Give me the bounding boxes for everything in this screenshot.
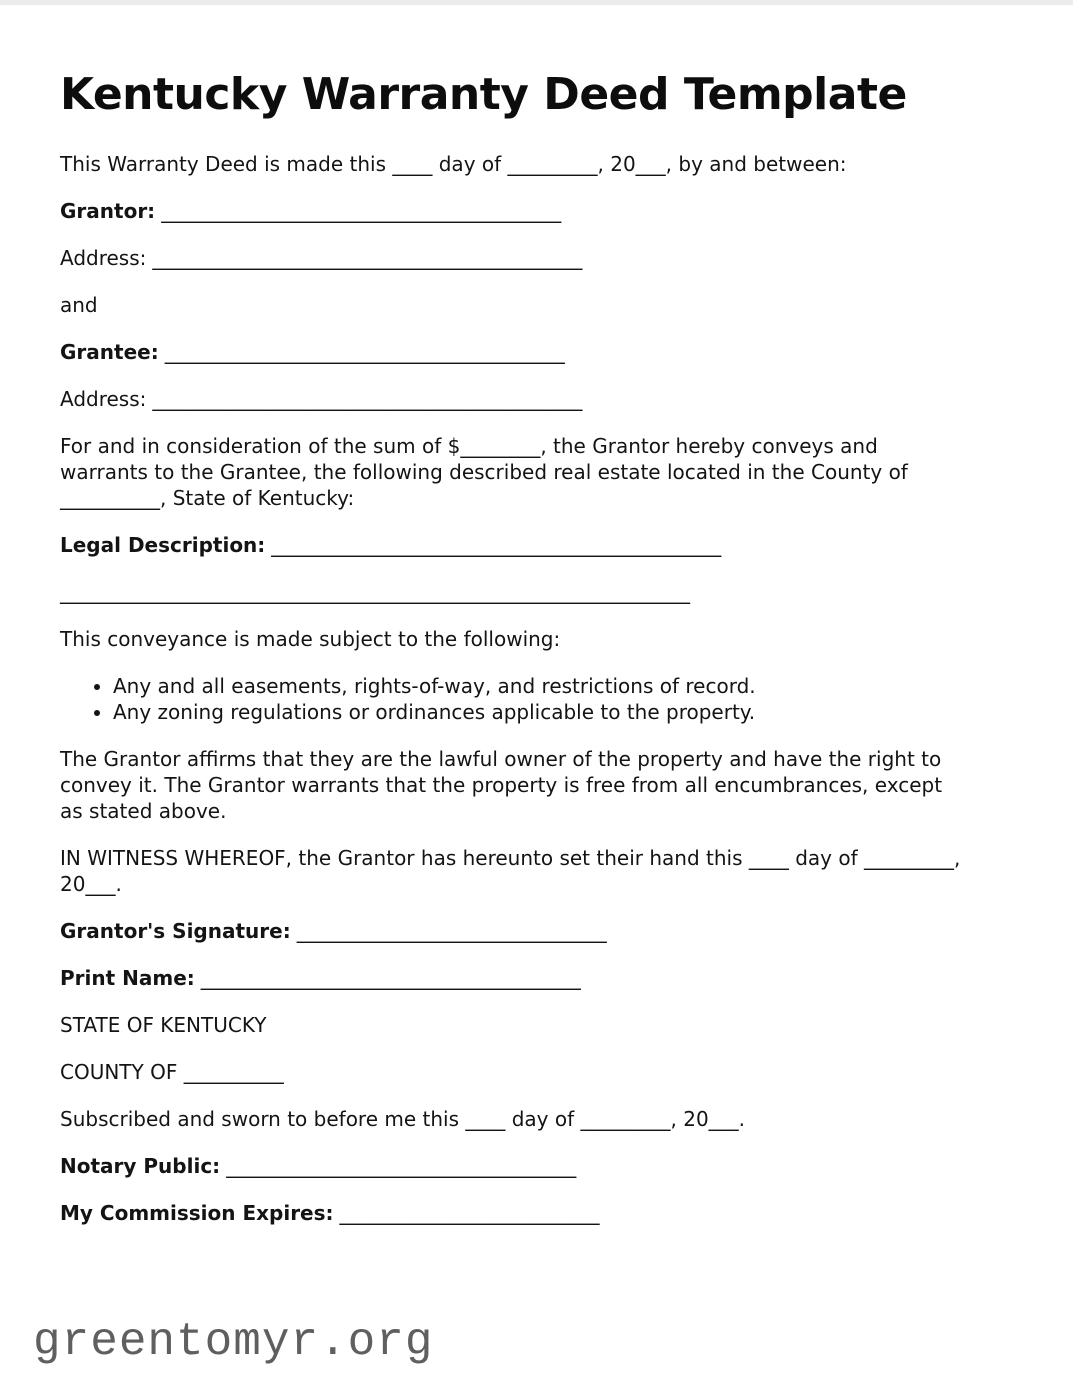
witness-paragraph bbox=[60, 845, 1013, 897]
grantor-address-label: Address: bbox=[60, 246, 147, 270]
conveyance-bullet-item: • Any and all easements, rights-of-way, and restrictions of record. bbox=[113, 673, 1013, 699]
notary-public-label: Notary Public: bbox=[60, 1154, 221, 1178]
grantor-signature-row bbox=[60, 918, 1013, 944]
grantee-address-row bbox=[60, 386, 1013, 412]
legal-description-row bbox=[60, 532, 1013, 558]
grantee-label: Grantee: bbox=[60, 340, 159, 364]
grantor-blank-line: ________________________________________ bbox=[161, 199, 562, 223]
print-name-row bbox=[60, 965, 1013, 991]
grantor-row bbox=[60, 198, 1013, 224]
commission-expires-label: My Commission Expires: bbox=[60, 1201, 334, 1225]
affirmation-paragraph bbox=[60, 746, 1013, 824]
grantor-signature-blank-line: _______________________________ bbox=[296, 919, 607, 943]
affirmation-line: convey it. The Grantor warrants that the property is free from all encumbrances, except bbox=[60, 773, 943, 797]
intro-paragraph: This Warranty Deed is made this ____ day of _________, 20___, by and between: bbox=[60, 152, 847, 176]
consideration-line: warrants to the Grantee, the following described real estate located in the County of bbox=[60, 460, 908, 484]
page-title: Kentucky Warranty Deed Template bbox=[60, 69, 907, 120]
subscribed-sworn-line: Subscribed and sworn to before me this ____ day of _________, 20___. bbox=[60, 1107, 746, 1131]
witness-line: 20___. bbox=[60, 872, 122, 896]
notary-public-row bbox=[60, 1153, 1013, 1179]
legal-description-blank-line: _____________________________________________ bbox=[271, 533, 722, 557]
grantor-signature-label: Grantor's Signature: bbox=[60, 919, 291, 943]
consideration-line: For and in consideration of the sum of $________, the Grantor hereby conveys and bbox=[60, 434, 878, 458]
legal-description-label: Legal Description: bbox=[60, 533, 266, 557]
affirmation-line: as stated above. bbox=[60, 799, 227, 823]
grantor-address-blank-line: ___________________________________________ bbox=[152, 246, 583, 270]
conveyance-intro: This conveyance is made subject to the following: bbox=[60, 627, 561, 651]
conveyance-bullet-item: • Any zoning regulations or ordinances applicable to the property. bbox=[113, 699, 1013, 725]
grantor-label: Grantor: bbox=[60, 199, 156, 223]
consideration-line: __________, State of Kentucky: bbox=[60, 486, 355, 510]
notary-public-blank-line: ___________________________________ bbox=[226, 1154, 577, 1178]
print-name-label: Print Name: bbox=[60, 966, 195, 990]
commission-expires-blank-line: __________________________ bbox=[339, 1201, 600, 1225]
page-top-edge bbox=[0, 0, 1073, 5]
county-of-line: COUNTY OF __________ bbox=[60, 1060, 284, 1084]
grantee-address-blank-line: ___________________________________________ bbox=[152, 387, 583, 411]
legal-description-continuation-line: _______________________________________________________________ bbox=[60, 580, 690, 604]
witness-line: IN WITNESS WHEREOF, the Grantor has hereunto set their hand this ____ day of _________, bbox=[60, 846, 961, 870]
affirmation-line: The Grantor affirms that they are the lawful owner of the property and have the right to bbox=[60, 747, 942, 771]
grantor-address-row bbox=[60, 245, 1013, 271]
conveyance-bullet-list bbox=[60, 673, 1013, 725]
grantee-blank-line: ________________________________________ bbox=[164, 340, 565, 364]
watermark-text: greentomyr.org bbox=[33, 1316, 434, 1368]
consideration-paragraph bbox=[60, 433, 1013, 511]
state-of-kentucky-line: STATE OF KENTUCKY bbox=[60, 1013, 267, 1037]
grantee-row bbox=[60, 339, 1013, 365]
commission-expires-row bbox=[60, 1200, 1013, 1226]
grantee-address-label: Address: bbox=[60, 387, 147, 411]
and-text: and bbox=[60, 293, 98, 317]
print-name-blank-line: ______________________________________ bbox=[200, 966, 581, 990]
